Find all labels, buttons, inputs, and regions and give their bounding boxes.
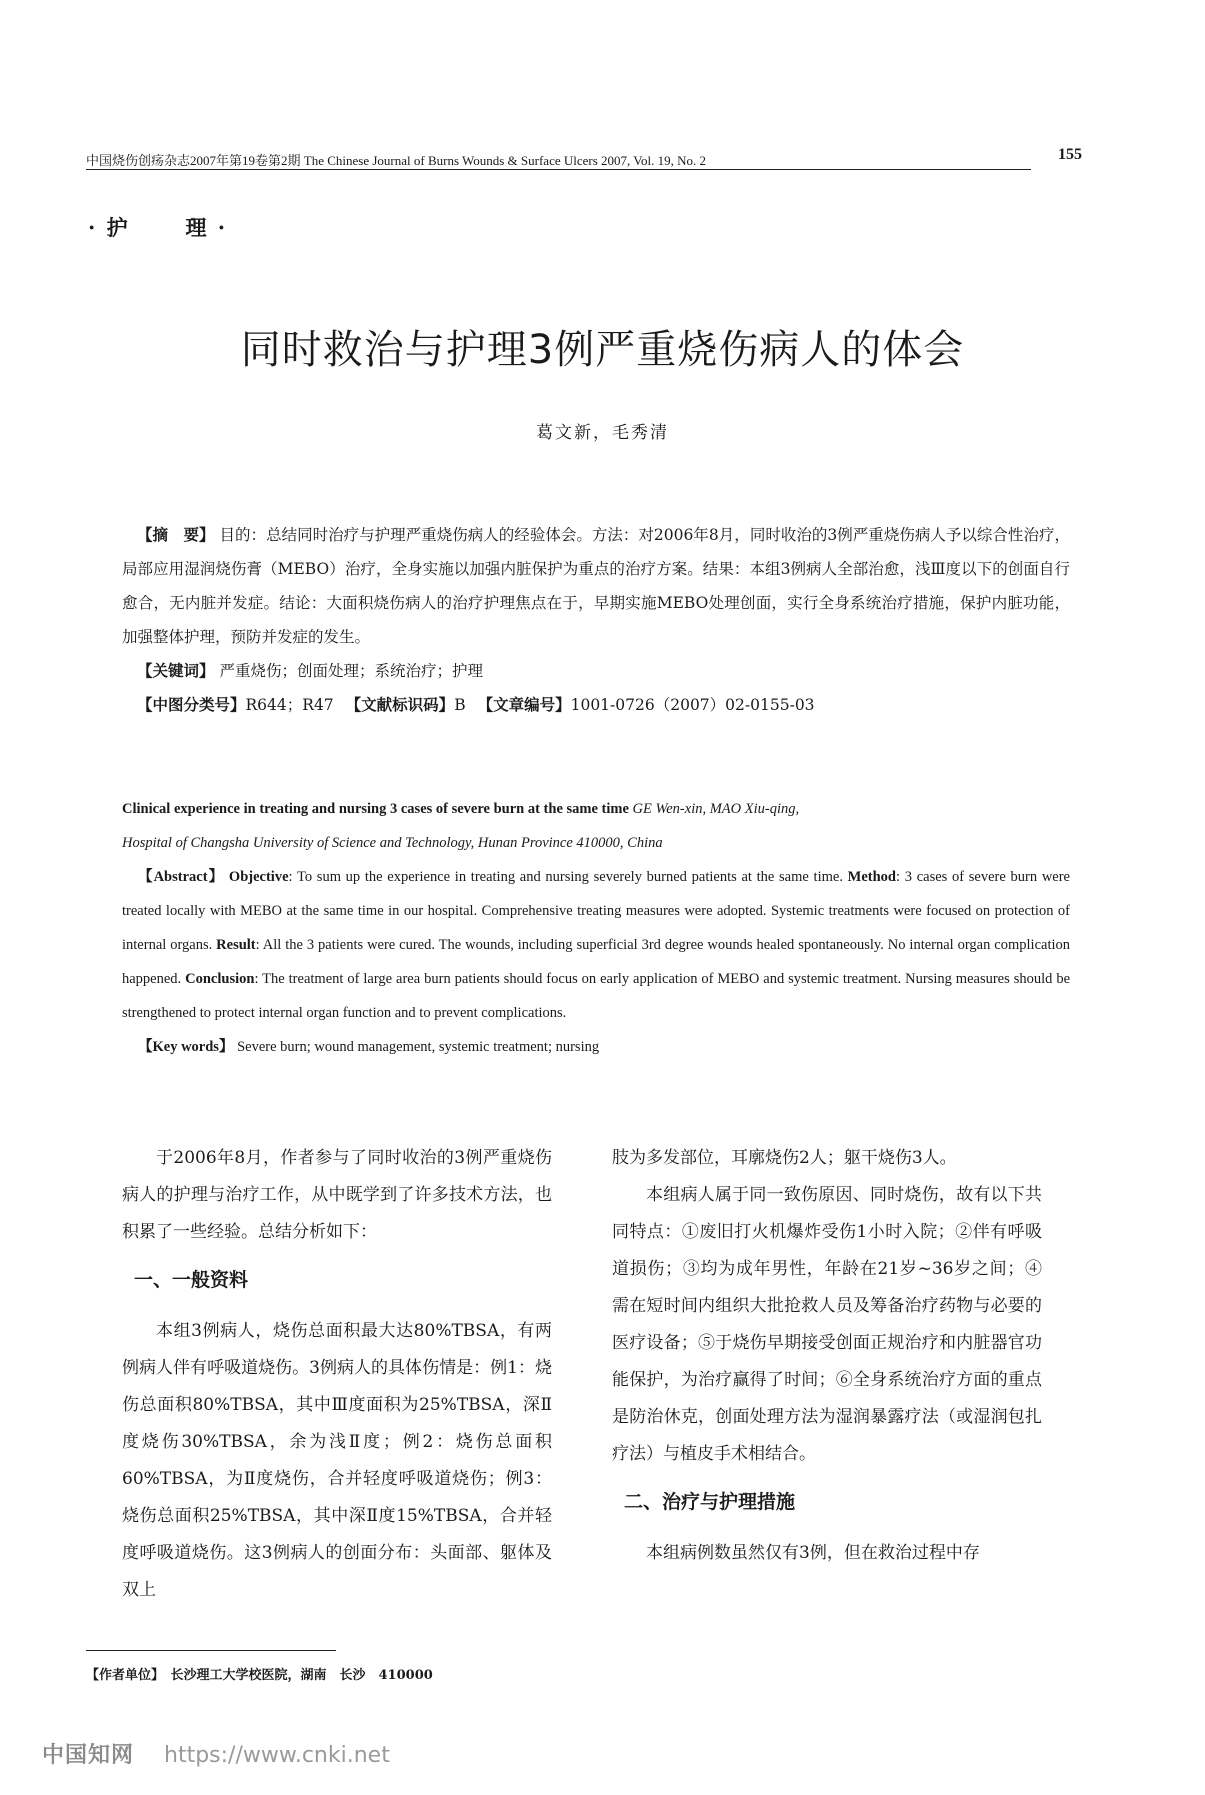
doccode-label: 【文献标识码】 <box>345 695 455 714</box>
method-label: Method <box>847 869 896 885</box>
english-authors: GE Wen-xin, MAO Xiu-qing, <box>628 801 800 817</box>
body-column-left <box>122 1140 552 1609</box>
footnote-divider <box>86 1650 336 1651</box>
clc-text: R644；R47 <box>245 696 334 714</box>
result-text: : All the 3 patients were cured. The wounds, including superficial 3rd degree wounds healed spontaneously. No internal organ complication happened. <box>122 937 1070 987</box>
journal-header: 中国烧伤创疡杂志2007年第19卷第2期 The Chinese Journal of Burns Wounds & Surface Ulcers 2007, Vol. 19, No. 2 <box>86 153 707 168</box>
cnki-url: https://www.cnki.net <box>164 1743 390 1768</box>
footnote-label: 【作者单位】 <box>86 1668 158 1683</box>
section-heading-general-data: 一、一般资料 <box>134 1269 249 1291</box>
keywords-line <box>122 654 1070 688</box>
section-heading-treatment: 二、治疗与护理措施 <box>624 1491 796 1513</box>
intro-paragraph: 于2006年8月，作者参与了同时收治的3例严重烧伤病人的护理与治疗工作，从中既学到了许多技术方法，也积累了一些经验。总结分析如下： <box>122 1148 552 1242</box>
body-column-right <box>612 1140 1042 1572</box>
abstract-text: 目的：总结同时治疗与护理严重烧伤病人的经验体会。方法：对2006年8月，同时收治的3例严重烧伤病人予以综合性治疗，局部应用湿润烧伤膏（MEBO）治疗，全身实施以加强内脏保护为重点的治疗方案。结果：本组3例病人全部治愈，浅Ⅲ度以下的创面自行愈合，无内脏并发症。结论：大面积烧伤病人的治疗护理焦点在于，早期实施MEBO处理创面，实行全身系统治疗措施，保护内脏功能，加强整体护理，预防并发症的发生。 <box>122 526 1070 646</box>
cnki-logo: 中国知网 <box>42 1743 135 1768</box>
english-keywords-text: Severe burn; wound management, systemic treatment; nursing <box>233 1039 600 1055</box>
objective-label: Objective <box>224 869 289 885</box>
general-data-paragraph: 本组3例病人，烧伤总面积最大达80%TBSA，有两例病人伴有呼吸道烧伤。3例病人的具体伤情是：例1：烧伤总面积80%TBSA，其中Ⅲ度面积为25%TBSA，深Ⅱ度烧伤30%TBSA，余为浅Ⅱ度；例2：烧伤总面积60%TBSA，为Ⅱ度烧伤，合并轻度呼吸道烧伤；例3：烧伤总面积25%TBSA，其中深Ⅱ度15%TBSA，合并轻度呼吸道烧伤。这3例病人的创面分布：头面部、躯体及双上 <box>122 1321 552 1600</box>
english-abstract-label: 【Abstract】 <box>138 869 225 885</box>
common-features-paragraph: 本组病人属于同一致伤原因、同时烧伤，故有以下共同特点：①废旧打火机爆炸受伤1小时入院；②伴有呼吸道损伤；③均为成年男性，年龄在21岁~36岁之间；④需在短时间内组织大批抢救人员及筹备治疗药物与必要的医疗设备；⑤于烧伤早期接受创面正规治疗和内脏器官功能保护，为治疗赢得了时间；⑥全身系统治疗方面的重点是防治休克，创面处理方法为湿润暴露疗法（或湿润包扎疗法）与植皮手术相结合。 <box>612 1185 1042 1464</box>
english-title: Clinical experience in treating and nursing 3 cases of severe burn at the same time <box>122 801 629 817</box>
clc-label: 【中图分类号】 <box>137 695 246 714</box>
classification-line <box>122 688 1070 722</box>
conclusion-text: : The treatment of large area burn patients should focus on early application of MEBO and systemic treatment. Nursing measures should be strengthened to protect internal organ function and to prevent complications. <box>122 971 1071 1021</box>
conclusion-label: Conclusion <box>185 971 255 987</box>
article-number-label: 【文章编号】 <box>477 695 571 714</box>
header-divider <box>86 169 1031 170</box>
general-data-continued: 肢为多发部位，耳廓烧伤2人；躯干烧伤3人。 <box>612 1148 957 1168</box>
author-affiliation-footnote <box>86 1664 433 1683</box>
keywords-label: 【关键词】 <box>137 661 215 680</box>
abstract-label: 【摘 要】 <box>137 525 215 544</box>
article-authors: 葛文新，毛秀清 <box>536 423 669 443</box>
english-affiliation: Hospital of Changsha University of Science and Technology, Hunan Province 410000, China <box>122 835 663 851</box>
abstract-paragraph <box>122 518 1070 654</box>
english-abstract-paragraph <box>122 860 1070 1030</box>
result-label: Result <box>216 937 256 953</box>
chinese-abstract <box>122 518 1070 722</box>
english-keywords-label: 【Key words】 <box>138 1039 234 1055</box>
cnki-watermark <box>42 1738 390 1769</box>
treatment-paragraph: 本组病例数虽然仅有3例，但在救治过程中存 <box>646 1543 980 1563</box>
objective-text: : To sum up the experience in treating and nursing severely burned patients at the same time. <box>288 869 848 885</box>
english-keywords-line <box>122 1030 1070 1064</box>
english-abstract <box>122 792 1070 1064</box>
method-text: : 3 cases of severe burn were treated locally with MEBO at the same time in our hospital. Comprehensive treating measures were adopted. Systemic treatments were focused on protection of internal organs. <box>122 869 1070 953</box>
article-title: 同时救治与护理3例严重烧伤病人的体会 <box>240 327 965 373</box>
english-title-line <box>122 792 1070 826</box>
footnote-text: 长沙理工大学校医院，湖南 长沙 410000 <box>157 1668 433 1683</box>
doccode-text: B <box>454 696 466 714</box>
article-number-text: 1001-0726（2007）02-0155-03 <box>570 696 815 714</box>
keywords-text: 严重烧伤；创面处理；系统治疗；护理 <box>214 662 483 680</box>
section-tag: · 护 理 · <box>88 215 228 240</box>
page-number: 155 <box>1058 146 1082 163</box>
